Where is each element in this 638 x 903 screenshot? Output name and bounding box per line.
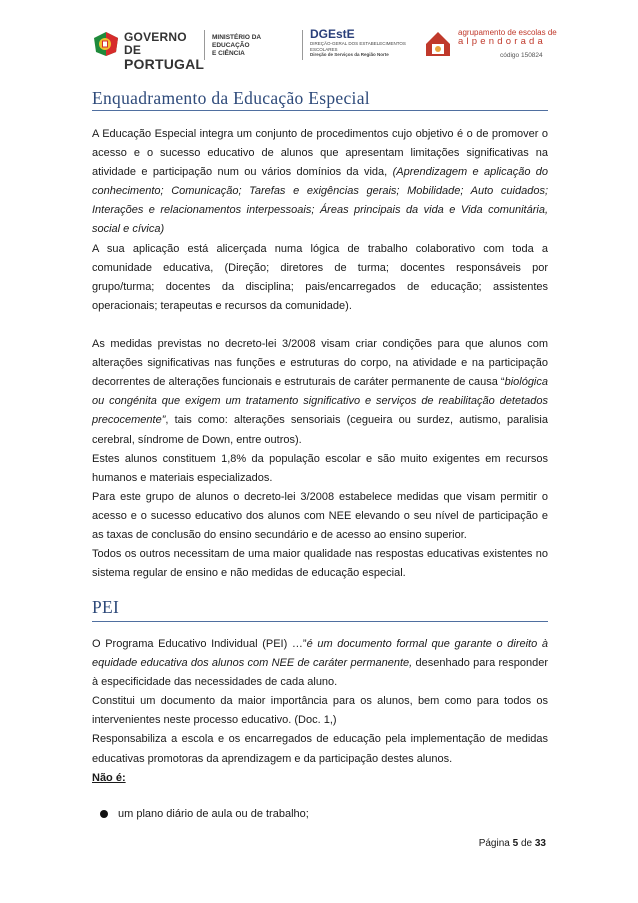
page-total: 33 [534,838,546,849]
governo-de-portugal-text [124,31,204,72]
header-separator [302,30,303,60]
paragraph: Todos os outros necessitam de uma maior qualidade nas respostas educativas existentes no sistema regular de ensino e não medidas de educação especial. [92,548,548,580]
paragraph-text: , tais como: alterações sensoriais (cegueira ou surdez, autismo, paralisia cerebral, síndrome de Down, entre outros). [92,414,548,446]
nao-e-text: Não é: [92,771,126,784]
section-heading-pei: PEI [92,597,120,617]
of-word: de [520,838,533,849]
paragraph: Estes alunos constituem 1,8% da população escolar e são muito exigentes em recursos humanos e materiais especializados. [92,452,548,484]
dgeste-subtitle-1: DIREÇÃO-GERAL DOS ESTABELECIMENTOS ESCOLARES [310,41,406,52]
section1-body [92,125,548,583]
agrupamento-emblem-icon [424,28,452,58]
gov-line1: GOVERNO DE [124,30,187,57]
agrupamento-line2: alpendorada [458,36,547,47]
bullet-icon [100,810,108,818]
nao-e-label [92,769,548,788]
ministry-line2: E CIÊNCIA [212,50,245,57]
paragraph-spacer [92,316,548,335]
agrupamento-code: código 150824 [500,52,543,59]
paragraph [92,335,548,450]
page-number [479,838,546,849]
paragraph: Constitui um documento da maior importância para os alunos, bem como para todos os intervenientes neste processo educativo. (Doc. 1,) [92,695,548,727]
section2-body [92,635,548,788]
paragraph: Responsabiliza a escola e os encarregados de educação pela implementação de medidas educativas promotoras da aprendizagem e da participação destes alunos. [92,733,548,765]
paragraph-text: As medidas previstas no decreto-lei 3/2008 visam criar condições para que alunos com alterações significativas nas funções e estruturas do corpo, na atividade e na participação decorrentes de alterações funcionais e estruturais de caráter permanente de causa “ [92,338,548,389]
paragraph-italic-text: biológica ou congénita que exigem um tratamento significativo e serviços de reabilitação detetados precocemente” [92,376,548,427]
paragraph-text: desenhado para responder à especificidade das necessidades de cada aluno. [92,657,548,689]
paragraph-italic-text: (Aprendizagem e aplicação do conhecimento; Comunicação; Tarefas e exigências gerais; Mobilidade; Auto cuidados; Interações e relacionamentos interpessoais; Áreas principais da vida e Vida comunitária, social e cívica) [92,166,549,236]
governo-de-portugal-logo [92,28,205,72]
list-item-text: um plano diário de aula ou de trabalho; [118,808,309,820]
agrupamento-line1: agrupamento de escolas de [458,28,557,37]
heading-rule [92,621,548,622]
paragraph-italic-text: é um documento formal que garante o direito à equidade educativa dos alunos com NEE de caráter permanente, [92,638,548,670]
heading-rule [92,110,548,111]
page-header [92,24,557,72]
paragraph: Para este grupo de alunos o decreto-lei 3/2008 estabelece medidas que visam permitir o acesso e o sucesso educativo dos alunos com NEE elevando o seu nível de participação e as taxas de conclusão do ensino secundário e de acesso ao ensino superior. [92,490,548,541]
paragraph-text: A Educação Especial integra um conjunto de procedimentos cujo objetivo é o de promover o acesso e o sucesso educativo de alunos que apresentam limitações significativas na atividade e participação num ou vários domínios da vida, [92,128,548,179]
page-word: Página [478,838,510,849]
dgeste-title: DGEstE [310,27,355,41]
paragraph: A sua aplicação está alicerçada numa lógica de trabalho colaborativo com toda a comunidade educativa, (Direção; diretores de turma; docentes responsáveis por grupo/turma; docentes da disciplina; pais/encarregados de educação; assistentes operacionais; terapeutas e recursos da comunidade). [92,242,548,312]
paragraph [92,125,548,240]
header-separator [204,30,205,60]
page-current: 5 [512,838,519,849]
section-heading-enquadramento: Enquadramento da Educação Especial [92,88,370,108]
ministry-text [212,34,292,58]
paragraph-text: O Programa Educativo Individual (PEI) …” [92,638,307,650]
paragraph [92,635,548,692]
gov-line2: PORTUGAL [124,56,205,72]
agrupamento-logo [424,24,557,70]
dgeste-logo [310,28,420,58]
dgeste-subtitle-2: Direção de Serviços da Região Norte [310,52,389,57]
portugal-emblem-icon [92,30,120,58]
ministry-line1: MINISTÉRIO DA EDUCAÇÃO [212,34,261,49]
